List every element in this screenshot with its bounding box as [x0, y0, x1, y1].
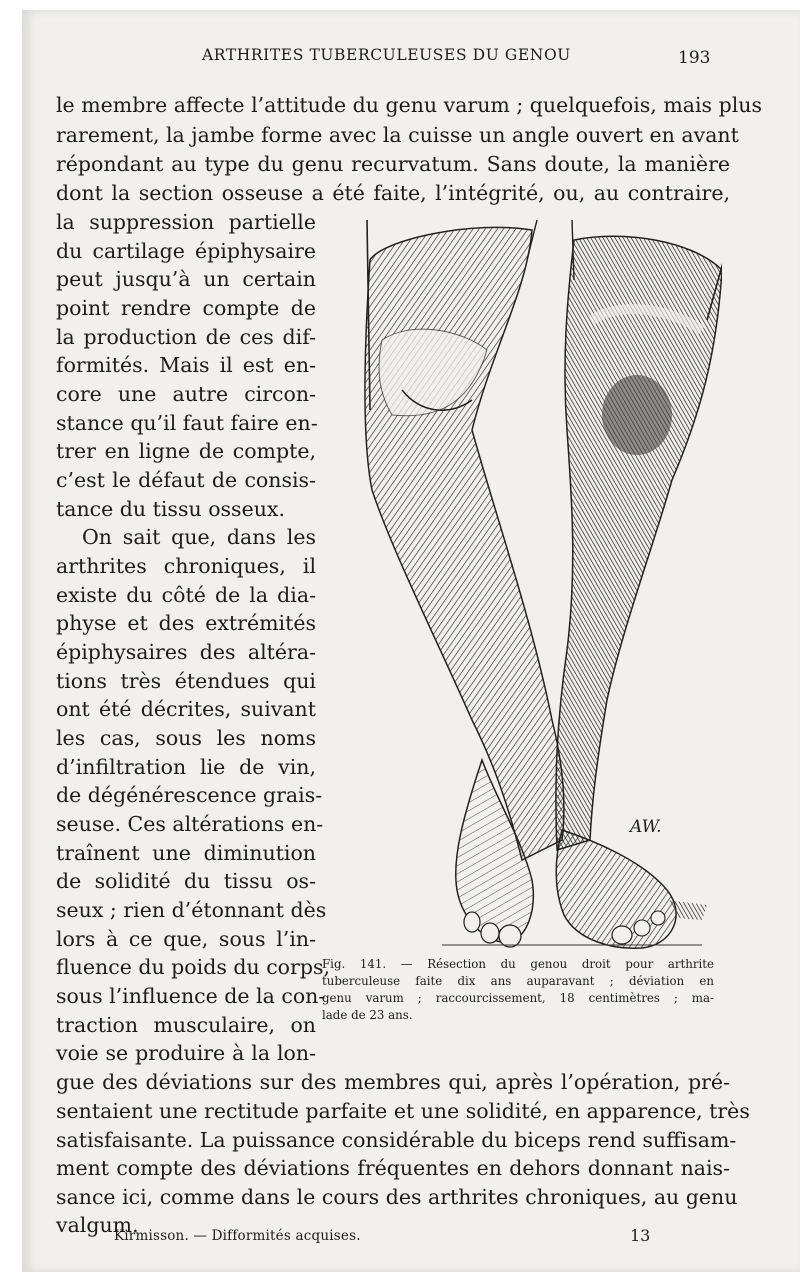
caption-line: tuberculeuse faite dix ans auparavant ; déviation en [322, 974, 714, 988]
body-line: satisfaisante. La puissance considérable du biceps rend suffisam- [56, 1128, 737, 1152]
column-line: core une autre circon- [56, 382, 316, 406]
column-line: voie se produire à la lon- [56, 1041, 316, 1065]
column-line: lors à ce que, sous l’in- [56, 927, 316, 951]
column-line: la suppression partielle [56, 210, 316, 234]
column-line: de solidité du tissu os- [56, 869, 316, 893]
column-line: existe du côté de la dia- [56, 583, 316, 607]
body-line: dont la section osseuse a été faite, l’intégrité, ou, au contraire, [56, 181, 730, 205]
body-line: valgum. [56, 1213, 139, 1237]
column-line: seuse. Ces altérations en- [56, 812, 324, 836]
column-line: trer en ligne de compte, [56, 439, 316, 463]
column-line: sous l’influence de la con- [56, 984, 326, 1008]
column-line: arthrites chroniques, il [56, 554, 316, 578]
column-line: d’infiltration lie de vin, [56, 755, 316, 779]
caption-line: lade de 23 ans. [322, 1008, 413, 1022]
column-line: c’est le défaut de consis- [56, 468, 316, 492]
caption-line: Fig. 141. — Résection du genou droit pour arthrite [322, 957, 714, 971]
column-line: On sait que, dans les [82, 525, 316, 549]
caption-line: genu varum ; raccourcissement, 18 centimètres ; ma- [322, 991, 714, 1005]
body-line: sance ici, comme dans le cours des arthrites chroniques, au genu [56, 1185, 738, 1209]
column-line: de dégénérescence grais- [56, 783, 323, 807]
column-line: la production de ces dif- [56, 325, 316, 349]
column-line: point rendre compte de [56, 296, 316, 320]
engraver-monogram: AW. [630, 817, 662, 837]
footer-author: Kirmisson. — Difformités acquises. [114, 1228, 361, 1244]
column-line: tance du tissu osseux. [56, 497, 285, 521]
body-line: ment compte des déviations fréquentes en dehors donnant nais- [56, 1156, 730, 1180]
body-line: gue des déviations sur des membres qui, après l’opération, pré- [56, 1070, 730, 1094]
column-line: seux ; rien d’étonnant dès [56, 898, 327, 922]
column-line: tions très étendues qui [56, 669, 316, 693]
body-line: sentaient une rectitude parfaite et une solidité, en apparence, très [56, 1099, 750, 1123]
column-line: traction musculaire, on [56, 1013, 316, 1037]
column-line: ont été décrites, suivant [56, 697, 316, 721]
column-line: peut jusqu’à un certain [56, 267, 316, 291]
figure-illustration [322, 200, 722, 960]
book-page [22, 10, 800, 1272]
column-line: physe et des extrémités [56, 611, 316, 635]
column-line: du cartilage épiphysaire [56, 239, 316, 263]
column-line: stance qu’il faut faire en- [56, 411, 318, 435]
column-line: les cas, sous les noms [56, 726, 316, 750]
body-line: rarement, la jambe forme avec la cuisse un angle ouvert en avant [56, 123, 739, 147]
body-line: le membre affecte l’attitude du genu varum ; quelquefois, mais plus [56, 93, 762, 117]
running-title: ARTHRITES TUBERCULEUSES DU GENOU [202, 46, 571, 64]
column-line: formités. Mais il est en- [56, 353, 316, 377]
legs-engraving [322, 200, 722, 960]
column-line: fluence du poids du corps, [56, 955, 330, 979]
page-number: 193 [678, 48, 711, 68]
column-line: épiphysaires des altéra- [56, 640, 316, 664]
body-line: répondant au type du genu recurvatum. Sans doute, la manière [56, 152, 730, 176]
figure-caption [322, 956, 714, 1024]
signature-mark: 13 [630, 1226, 651, 1245]
column-line: traînent une diminution [56, 841, 316, 865]
